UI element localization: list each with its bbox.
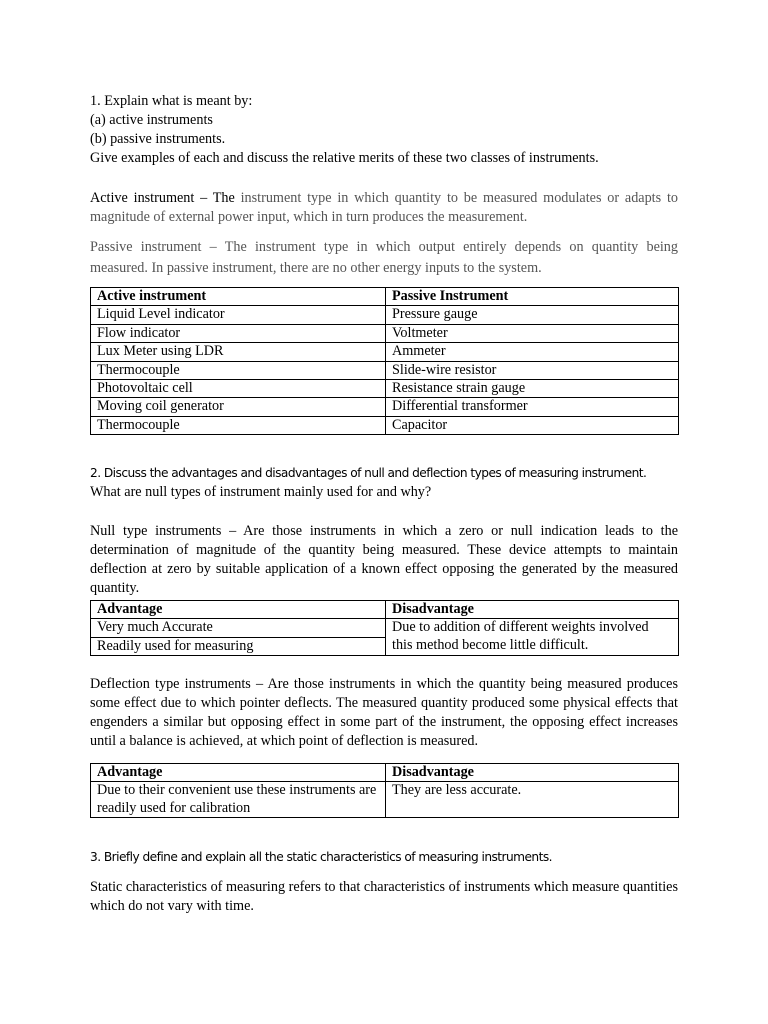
question-1 <box>90 92 678 168</box>
table-header-row <box>91 288 679 306</box>
table-cell: Differential transformer <box>386 398 679 416</box>
table-row <box>91 306 679 324</box>
column-header: Passive Instrument <box>386 288 679 306</box>
static-characteristics-text: Static characteristics of measuring refers to that characteristics of instruments which measure quantities which do not vary with time. <box>90 879 678 914</box>
column-header: Advantage <box>91 764 386 782</box>
active-text: instrument type in which quantity to be measured modulates or adapts to magnitude of external power input, which in turn produces the measurement. <box>90 190 678 225</box>
q1-line: 1. Explain what is meant by: <box>90 93 253 109</box>
table-row <box>91 380 679 398</box>
column-header: Active instrument <box>91 288 386 306</box>
table-cell: Flow indicator <box>91 324 386 342</box>
table-row <box>91 361 679 379</box>
null-type-definition: Null type instruments – Are those instruments in which a zero or null indication leads to the determination of magnitude of the quantity being measured. These device attempts to maintain deflection at zero by suitable application of a known effect opposing the generated by the measured quantity. <box>90 523 678 596</box>
table-cell: Slide-wire resistor <box>386 361 679 379</box>
passive-instrument-definition: Passive instrument – The instrument type in which output entirely depends on quantity being measured. In passive instrument, there are no other energy inputs to the system. <box>90 239 678 276</box>
table-cell: Capacitor <box>386 416 679 434</box>
table-cell: Due to addition of different weights involved this method become little difficult. <box>386 619 679 656</box>
table-row <box>91 398 679 416</box>
q1-line: (b) passive instruments. <box>90 131 226 147</box>
table-header-row <box>91 764 679 782</box>
q1-line: (a) active instruments <box>90 112 213 128</box>
table-cell: Photovoltaic cell <box>91 380 386 398</box>
table-cell: Very much Accurate <box>91 619 386 637</box>
q2-line: 2. Discuss the advantages and disadvantages of null and deflection types of measuring instrument. <box>90 466 647 480</box>
table-cell: Lux Meter using LDR <box>91 343 386 361</box>
question-2 <box>90 464 678 502</box>
column-header: Disadvantage <box>386 601 679 619</box>
table-cell: Due to their convenient use these instruments are readily used for calibration <box>91 782 386 818</box>
q1-line: Give examples of each and discuss the relative merits of these two classes of instruments. <box>90 150 599 166</box>
table-row <box>91 782 679 818</box>
table-cell: Voltmeter <box>386 324 679 342</box>
table-row <box>91 343 679 361</box>
table-cell: Pressure gauge <box>386 306 679 324</box>
q3-title: 3. Briefly define and explain all the static characteristics of measuring instruments. <box>90 850 552 864</box>
table-cell: Resistance strain gauge <box>386 380 679 398</box>
question-3 <box>90 848 678 867</box>
table-row <box>91 324 679 342</box>
table-cell: Moving coil generator <box>91 398 386 416</box>
q2-line: What are null types of instrument mainly used for and why? <box>90 484 432 500</box>
table-row <box>91 619 679 637</box>
table-cell: Readily used for measuring <box>91 637 386 655</box>
table-row <box>91 416 679 434</box>
table-cell: Thermocouple <box>91 361 386 379</box>
deflection-type-definition: Deflection type instruments – Are those instruments in which the quantity being measured produces some effect due to which pointer deflects. The measured quantity produced some physical effects that engenders a similar but opposing effect in some part of the instrument, the opposing effect increases until a balance is achieved, at which point of deflection is measured. <box>90 676 678 749</box>
table-cell: They are less accurate. <box>386 782 679 818</box>
table-cell: Ammeter <box>386 343 679 361</box>
column-header: Advantage <box>91 601 386 619</box>
null-type-table <box>90 600 679 656</box>
table-cell: Liquid Level indicator <box>91 306 386 324</box>
column-header: Disadvantage <box>386 764 679 782</box>
active-lead: Active instrument – The <box>90 190 235 206</box>
active-instrument-definition <box>90 189 678 227</box>
instrument-table <box>90 287 679 435</box>
table-cell: Thermocouple <box>91 416 386 434</box>
deflection-type-table <box>90 763 679 818</box>
table-header-row <box>91 601 679 619</box>
